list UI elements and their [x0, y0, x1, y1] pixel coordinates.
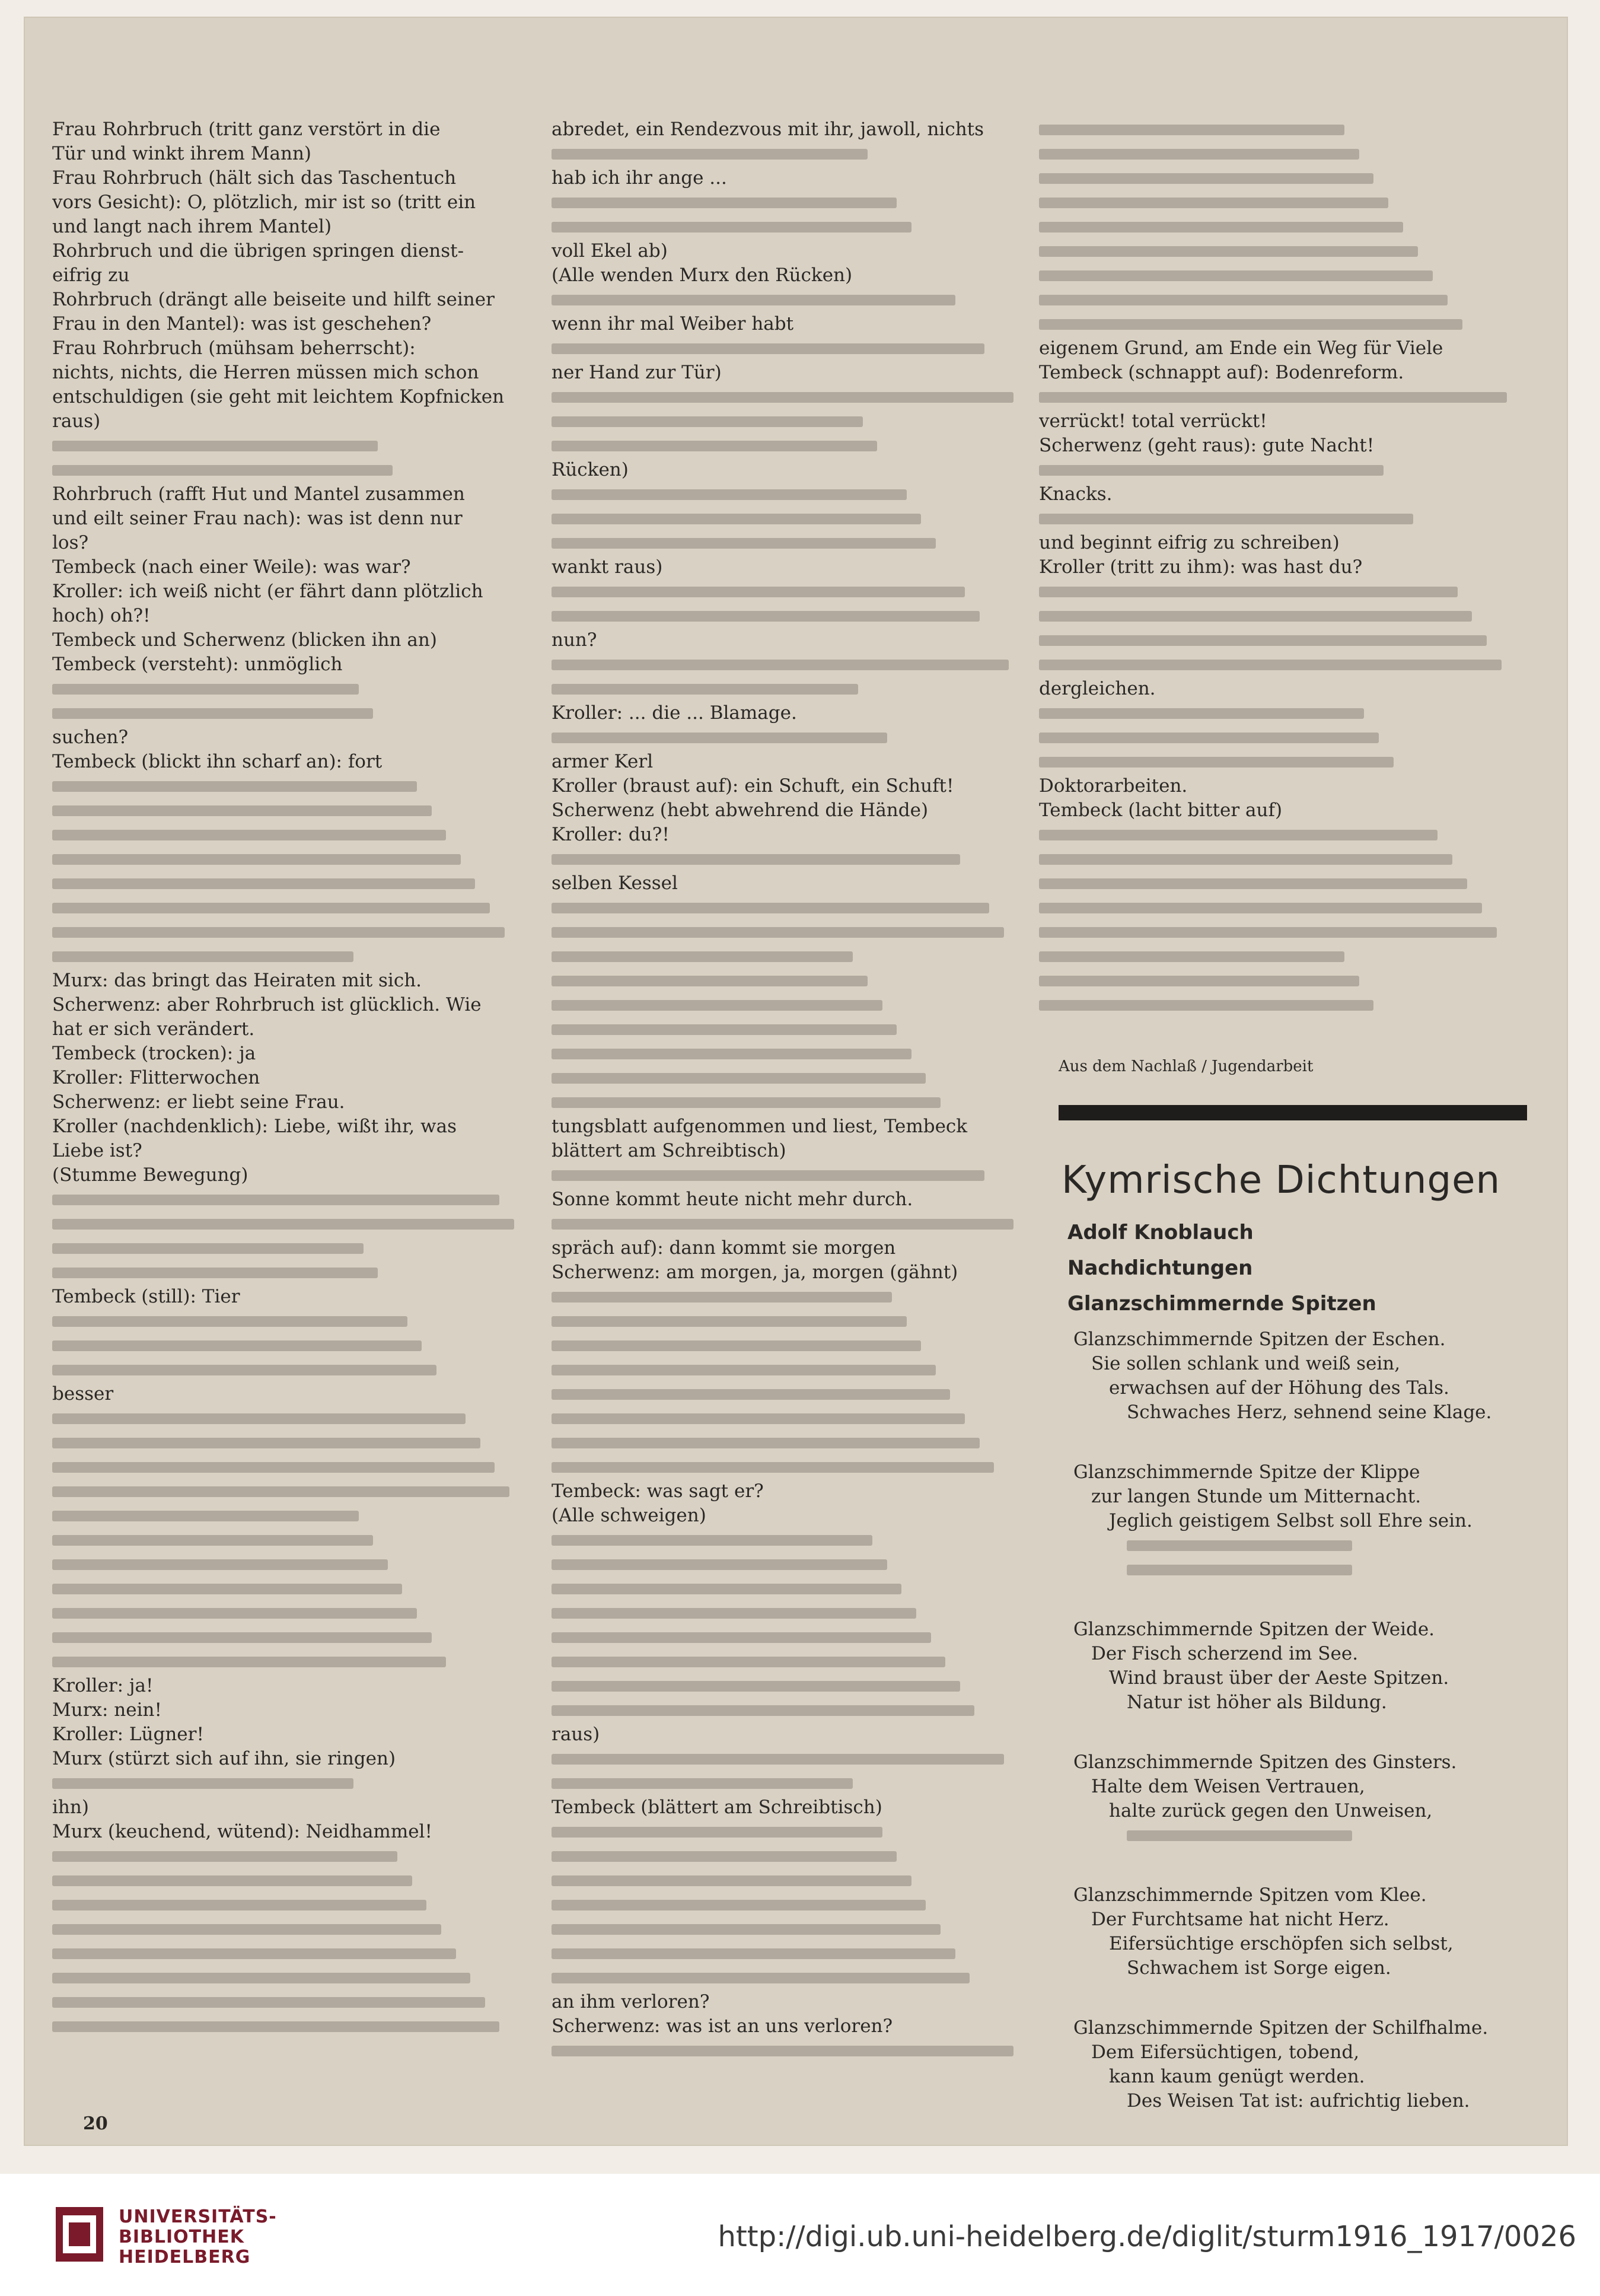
text-line: Liebe ist? [52, 1140, 142, 1161]
text-line: Murx: nein! [52, 1699, 162, 1721]
unreadable-line [1039, 750, 1531, 774]
text-line: Tembeck: was sagt er? [552, 1480, 764, 1502]
text-line: (Alle wenden Murx den Rücken) [552, 265, 853, 286]
poem-line: Jeglich geistigem Selbst soll Ehre sein. [1109, 1510, 1472, 1531]
unreadable-line [552, 725, 1038, 750]
poem-line: Der Fisch scherzend im See. [1091, 1643, 1359, 1664]
page-number: 20 [83, 2113, 108, 2134]
text-line: Tembeck (versteht): unmöglich [52, 654, 343, 675]
unreadable-line [1039, 288, 1531, 312]
text-line: Frau Rohrbruch (mühsam beherrscht): [52, 337, 416, 359]
unreadable-line [52, 1625, 538, 1649]
unreadable-line [552, 1382, 1038, 1406]
unreadable-line [552, 1747, 1038, 1771]
poem-line: Glanzschimmernde Spitzen der Schilfhalme. [1073, 2017, 1489, 2039]
unreadable-line [52, 1941, 538, 1966]
unreadable-line [52, 896, 538, 920]
poem-line: Wind braust über der Aeste Spitzen. [1109, 1667, 1449, 1689]
text-line: und eilt seiner Frau nach): was ist denn nur [52, 508, 463, 529]
poem-line: Sie sollen schlank und weiß sein, [1091, 1353, 1401, 1374]
text-line: selben Kessel [552, 872, 678, 894]
stanza-gap [1073, 1980, 1536, 2016]
unreadable-line [1039, 969, 1531, 993]
unreadable-line [552, 1941, 1038, 1966]
unreadable-line [552, 1431, 1038, 1455]
unreadable-line [52, 1577, 538, 1601]
stanza-gap [1073, 1425, 1536, 1460]
unreadable-line [52, 1455, 538, 1479]
unreadable-line [552, 652, 1038, 677]
text-line: Tembeck (schnappt auf): Bodenreform. [1039, 362, 1404, 383]
text-line: Scherwenz: am morgen, ja, morgen (gähnt) [552, 1262, 958, 1283]
text-line: Kroller (braust auf): ein Schuft, ein Schuft! [552, 775, 954, 797]
text-column-3 [1039, 117, 1531, 1017]
unreadable-line [552, 896, 1038, 920]
unreadable-line [552, 1601, 1038, 1625]
university-seal-icon [55, 2206, 104, 2263]
text-line: tungsblatt aufgenommen und liest, Tembeck [552, 1116, 968, 1137]
unreadable-line [552, 190, 1038, 215]
text-line: Kroller (nachdenklich): Liebe, wißt ihr, was [52, 1116, 457, 1137]
unreadable-line [552, 1163, 1038, 1187]
unreadable-line [552, 1090, 1038, 1114]
unreadable-line [552, 1966, 1038, 1990]
text-line: los? [52, 532, 89, 553]
text-line: Kroller: ja! [52, 1675, 154, 1696]
unreadable-line [552, 1042, 1038, 1066]
unreadable-line [52, 1893, 538, 1917]
unreadable-line [552, 993, 1038, 1017]
unreadable-line [52, 1358, 538, 1382]
stanza-gap [1073, 1715, 1536, 1750]
text-line: eigenem Grund, am Ende ein Weg für Viele [1039, 337, 1443, 359]
unreadable-line [552, 1625, 1038, 1649]
poem-line: Eifersüchtige erschöpfen sich selbst, [1109, 1933, 1454, 1954]
unreadable-line [52, 1552, 538, 1577]
unreadable-line [1039, 847, 1531, 871]
text-line: hab ich ihr ange ... [552, 167, 727, 189]
unreadable-line [552, 1820, 1038, 1844]
poem-line: Halte dem Weisen Vertrauen, [1091, 1776, 1365, 1797]
text-line: ner Hand zur Tür) [552, 362, 722, 383]
author-name: Adolf Knoblauch [1067, 1221, 1254, 1244]
library-logo-text [119, 2207, 277, 2268]
unreadable-line [52, 1260, 538, 1285]
text-line: Sonne kommt heute nicht mehr durch. [552, 1189, 913, 1210]
text-line: Rohrbruch (rafft Hut und Mantel zusammen [52, 483, 465, 505]
unreadable-line [1039, 507, 1531, 531]
unreadable-line [552, 1868, 1038, 1893]
unreadable-line [552, 847, 1038, 871]
unreadable-line [552, 385, 1038, 409]
unreadable-line [552, 579, 1038, 604]
text-line: spräch auf): dann kommt sie morgen [552, 1237, 896, 1259]
text-line: Knacks. [1039, 483, 1113, 505]
text-line: Scherwenz: er liebt seine Frau. [52, 1091, 345, 1113]
library-footer [0, 2174, 1600, 2296]
unreadable-line [52, 701, 538, 725]
unreadable-line [52, 1309, 538, 1333]
text-line: Tür und winkt ihrem Mann) [52, 143, 311, 164]
unreadable-line [552, 1285, 1038, 1309]
text-line: armer Kerl [552, 751, 654, 772]
unreadable-line [552, 604, 1038, 628]
text-line: ihn) [52, 1797, 89, 1818]
text-column-2 [552, 117, 1038, 2063]
stanza-gap [1073, 2113, 1536, 2149]
text-line: Murx (stürzt sich auf ihn, sie ringen) [52, 1748, 396, 1769]
unreadable-line [52, 774, 538, 798]
unreadable-line [1039, 871, 1531, 896]
text-line: eifrig zu [52, 265, 130, 286]
unreadable-line [1039, 604, 1531, 628]
text-line: Tembeck (blickt ihn scharf an): fort [52, 751, 383, 772]
unreadable-line [552, 1212, 1038, 1236]
text-line: raus) [52, 410, 101, 432]
footnote: Aus dem Nachlaß / Jugendarbeit [1059, 1058, 1314, 1075]
text-line: hoch) oh?! [52, 605, 151, 626]
unreadable-line [52, 1406, 538, 1431]
unreadable-line [52, 1601, 538, 1625]
unreadable-line [552, 288, 1038, 312]
unreadable-line [1039, 579, 1531, 604]
text-line: und langt nach ihrem Mantel) [52, 216, 332, 237]
stanza-gap [1073, 1582, 1536, 1617]
text-line: Tembeck und Scherwenz (blicken ihn an) [52, 629, 437, 651]
unreadable-line [552, 677, 1038, 701]
unreadable-line [1039, 166, 1531, 190]
poem-line: Glanzschimmernde Spitzen vom Klee. [1073, 1884, 1427, 1906]
text-line: raus) [552, 1724, 600, 1745]
unreadable-line [552, 1577, 1038, 1601]
unreadable-line [1039, 701, 1531, 725]
unreadable-line [52, 1236, 538, 1260]
unreadable-line [52, 823, 538, 847]
text-column-1 [52, 117, 538, 2039]
text-line: entschuldigen (sie geht mit leichtem Kopfnicken [52, 386, 505, 407]
text-line: besser [52, 1383, 114, 1405]
unreadable-line [552, 1844, 1038, 1868]
poem-line: Glanzschimmernde Spitzen der Eschen. [1073, 1329, 1446, 1350]
unreadable-line [1039, 190, 1531, 215]
unreadable-line [52, 1844, 538, 1868]
text-line: Tembeck (still): Tier [52, 1286, 240, 1307]
unreadable-line [52, 847, 538, 871]
unreadable-line [1039, 142, 1531, 166]
text-line: Tembeck (nach einer Weile): was war? [52, 556, 411, 578]
poem-line: halte zurück gegen den Unweisen, [1109, 1800, 1433, 1821]
unreadable-line [552, 1406, 1038, 1431]
unreadable-line [52, 1479, 538, 1504]
source-url[interactable]: http://digi.ub.uni-heidelberg.de/diglit/sturm1916_1917/0026 [718, 2220, 1576, 2253]
unreadable-line [552, 1674, 1038, 1698]
text-line: Kroller: Lügner! [52, 1724, 204, 1745]
unreadable-line [552, 1893, 1038, 1917]
unreadable-line [52, 798, 538, 823]
unreadable-line [552, 1552, 1038, 1577]
unreadable-line [552, 1528, 1038, 1552]
text-line: voll Ekel ab) [552, 240, 668, 262]
unreadable-line [552, 142, 1038, 166]
text-line: Kroller: Flitterwochen [52, 1067, 260, 1088]
unreadable-line [52, 871, 538, 896]
unreadable-line [52, 1431, 538, 1455]
text-line: suchen? [52, 727, 129, 748]
unreadable-line [552, 336, 1038, 361]
text-line: Frau Rohrbruch (hält sich das Taschentuch [52, 167, 457, 189]
unreadable-line [552, 1698, 1038, 1722]
unreadable-line [1073, 1823, 1536, 1848]
text-line: Kroller: du?! [552, 824, 670, 845]
poem-line: Natur ist höher als Bildung. [1127, 1692, 1387, 1713]
unreadable-line [552, 1333, 1038, 1358]
unreadable-line [552, 1917, 1038, 1941]
unreadable-line [552, 1771, 1038, 1795]
text-line: abredet, ein Rendezvous mit ihr, jawoll, nichts [552, 119, 984, 140]
unreadable-line [1039, 215, 1531, 239]
unreadable-line [552, 507, 1038, 531]
text-line: Kroller: ich weiß nicht (er fährt dann plötzlich [52, 581, 483, 602]
text-line: Scherwenz (hebt abwehrend die Hände) [552, 800, 929, 821]
logo-line-1: UNIVERSITÄTS- [119, 2206, 277, 2227]
poem-line: kann kaum genügt werden. [1109, 2066, 1365, 2087]
text-line: blättert am Schreibtisch) [552, 1140, 786, 1161]
text-line: wankt raus) [552, 556, 663, 578]
text-line: wenn ihr mal Weiber habt [552, 313, 794, 335]
unreadable-line [1039, 823, 1531, 847]
unreadable-line [1039, 652, 1531, 677]
unreadable-line [1039, 896, 1531, 920]
unreadable-line [552, 1017, 1038, 1042]
poem-line: Glanzschimmernde Spitze der Klippe [1073, 1461, 1420, 1483]
logo-line-2: BIBLIOTHEK [119, 2227, 244, 2247]
text-line: Scherwenz: was ist an uns verloren? [552, 2015, 893, 2037]
scanned-page [24, 17, 1568, 2146]
unreadable-line [52, 1212, 538, 1236]
stanza-gap [1073, 1848, 1536, 1883]
unreadable-line [1039, 944, 1531, 969]
unreadable-line [1039, 458, 1531, 482]
unreadable-line [552, 969, 1038, 993]
text-line: Frau in den Mantel): was ist geschehen? [52, 313, 432, 335]
section-subtitle: Nachdichtungen [1067, 1256, 1253, 1280]
unreadable-line [52, 1649, 538, 1674]
unreadable-line [52, 1990, 538, 2014]
poem-line: erwachsen auf der Höhung des Tals. [1109, 1377, 1449, 1399]
poem-line: zur langen Stunde um Mitternacht. [1091, 1486, 1421, 1507]
text-line: Kroller (tritt zu ihm): was hast du? [1039, 556, 1363, 578]
unreadable-line [552, 920, 1038, 944]
text-line: hat er sich verändert. [52, 1018, 255, 1040]
unreadable-line [52, 1187, 538, 1212]
unreadable-line [1073, 1558, 1536, 1582]
poem-line: Der Furchtsame hat nicht Herz. [1091, 1909, 1389, 1930]
unreadable-line [52, 458, 538, 482]
unreadable-line [52, 434, 538, 458]
unreadable-line [52, 1771, 538, 1795]
unreadable-line [1039, 725, 1531, 750]
poem-line: Dem Eifersüchtigen, tobend, [1091, 2042, 1360, 2063]
unreadable-line [552, 1066, 1038, 1090]
text-line: (Alle schweigen) [552, 1505, 706, 1526]
text-line: dergleichen. [1039, 678, 1156, 699]
section-title: Kymrische Dichtungen [1062, 1158, 1501, 1202]
poem-heading: Glanzschimmernde Spitzen [1067, 1292, 1376, 1316]
text-line: Tembeck (lacht bitter auf) [1039, 800, 1283, 821]
logo-line-3: HEIDELBERG [119, 2247, 251, 2268]
poems-body [1073, 1327, 1536, 2149]
unreadable-line [552, 482, 1038, 507]
text-line: Scherwenz (geht raus): gute Nacht! [1039, 435, 1375, 456]
text-line: Kroller: ... die ... Blamage. [552, 702, 797, 724]
unreadable-line [1039, 239, 1531, 263]
text-line: Murx (keuchend, wütend): Neidhammel! [52, 1821, 432, 1842]
unreadable-line [552, 1649, 1038, 1674]
unreadable-line [552, 2039, 1038, 2063]
poem-line: Glanzschimmernde Spitzen des Ginsters. [1073, 1752, 1457, 1773]
unreadable-line [52, 1917, 538, 1941]
text-line: Rohrbruch (drängt alle beiseite und hilft seiner [52, 289, 495, 310]
poem-line: Schwachem ist Sorge eigen. [1127, 1957, 1391, 1979]
unreadable-line [52, 944, 538, 969]
text-line: nun? [552, 629, 597, 651]
text-line: Murx: das bringt das Heiraten mit sich. [52, 970, 422, 991]
poem-line: Des Weisen Tat ist: aufrichtig lieben. [1127, 2090, 1470, 2112]
text-line: Doktorarbeiten. [1039, 775, 1188, 797]
unreadable-line [552, 1455, 1038, 1479]
unreadable-line [1039, 312, 1531, 336]
unreadable-line [552, 531, 1038, 555]
unreadable-line [552, 944, 1038, 969]
unreadable-line [52, 677, 538, 701]
unreadable-line [1039, 628, 1531, 652]
unreadable-line [1039, 117, 1531, 142]
text-line: an ihm verloren? [552, 1991, 710, 2012]
unreadable-line [552, 409, 1038, 434]
text-line: Tembeck (trocken): ja [52, 1043, 256, 1064]
text-line: und beginnt eifrig zu schreiben) [1039, 532, 1340, 553]
unreadable-line [552, 1309, 1038, 1333]
unreadable-line [52, 1504, 538, 1528]
text-line: nichts, nichts, die Herren müssen mich schon [52, 362, 479, 383]
text-line: Scherwenz: aber Rohrbruch ist glücklich. Wie [52, 994, 482, 1015]
text-line: verrückt! total verrückt! [1039, 410, 1267, 432]
text-line: Rohrbruch und die übrigen springen dienst- [52, 240, 464, 262]
unreadable-line [552, 434, 1038, 458]
unreadable-line [552, 215, 1038, 239]
section-divider [1059, 1105, 1527, 1120]
unreadable-line [1039, 385, 1531, 409]
unreadable-line [1073, 1533, 1536, 1558]
unreadable-line [552, 1358, 1038, 1382]
unreadable-line [1039, 263, 1531, 288]
unreadable-line [52, 1868, 538, 1893]
unreadable-line [1039, 920, 1531, 944]
text-line: Tembeck (blättert am Schreibtisch) [552, 1797, 882, 1818]
unreadable-line [52, 1333, 538, 1358]
text-line: (Stumme Bewegung) [52, 1164, 248, 1186]
poem-line: Glanzschimmernde Spitzen der Weide. [1073, 1619, 1435, 1640]
text-line: Rücken) [552, 459, 629, 480]
unreadable-line [52, 920, 538, 944]
unreadable-line [52, 2014, 538, 2039]
poem-line: Schwaches Herz, sehnend seine Klage. [1127, 1402, 1492, 1423]
unreadable-line [1039, 993, 1531, 1017]
text-line: Frau Rohrbruch (tritt ganz verstört in die [52, 119, 441, 140]
unreadable-line [52, 1528, 538, 1552]
text-line: vors Gesicht): O, plötzlich, mir ist so (tritt ein [52, 192, 476, 213]
unreadable-line [52, 1966, 538, 1990]
